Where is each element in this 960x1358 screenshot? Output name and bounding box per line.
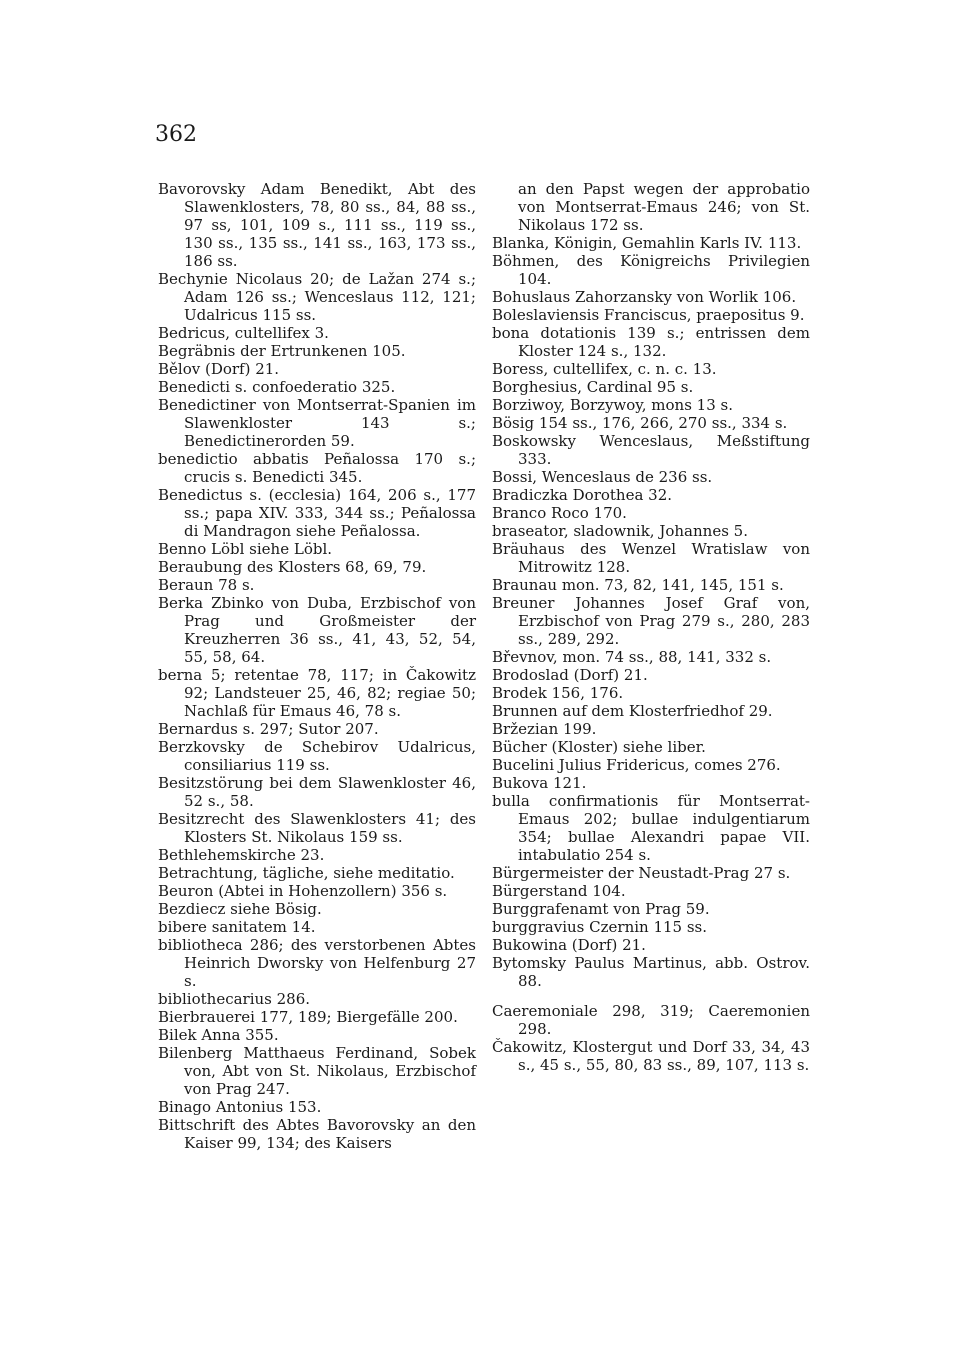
index-entry: Bytomsky Paulus Martinus, abb. Ostrov. 88. [492,954,810,990]
index-entry: Bücher (Kloster) siehe liber. [492,738,706,756]
index-entry: bibliotheca 286; des verstorbenen Abtes Heinrich Dworsky von Helfenburg 27 s. [158,936,476,990]
index-entry: Bethlehemskirche 23. [158,846,325,864]
index-entry: burggravius Czernin 115 ss. [492,918,708,936]
index-entry: Beraun 78 s. [158,576,255,594]
index-entry: Bukowina (Dorf) 21. [492,936,646,954]
index-entry: Brodek 156, 176. [492,684,624,702]
index-entry: Benno Löbl siehe Löbl. [158,540,333,558]
index-entry: Bierbrauerei 177, 189; Biergefälle 200. [158,1008,458,1026]
index-entry: Bösig 154 ss., 176, 266, 270 ss., 334 s. [492,414,788,432]
index-entry: Beraubung des Klosters 68, 69, 79. [158,558,427,576]
index-entry: Bezdiecz siehe Bösig. [158,900,322,918]
index-entry: Berka Zbinko von Duba, Erzbischof von Prag und Großmeister der Kreuzherren 36 ss., 41, 43, 52, 54, 55, 58, 64. [158,594,476,666]
index-entry: Boskowsky Wenceslaus, Meßstiftung 333. [492,432,810,468]
index-entry: Burggrafenamt von Prag 59. [492,900,710,918]
index-entry: bibere sanitatem 14. [158,918,316,936]
index-entry: Besitzrecht des Slawenklosters 41; des Klosters St. Nikolaus 159 ss. [158,810,476,846]
index-entry: Boleslaviensis Franciscus, praepositus 9. [492,306,805,324]
index-entry: Binago Antonius 153. [158,1098,322,1116]
index-entry: Bilek Anna 355. [158,1026,279,1044]
index-entry: braseator, sladownik, Johannes 5. [492,522,748,540]
index-entry: bona dotationis 139 s.; entrissen dem Kloster 124 s., 132. [492,324,810,360]
index-entry: Branco Roco 170. [492,504,627,522]
index-entry: Breuner Johannes Josef Graf von, Erzbischof von Prag 279 s., 280, 283 ss., 289, 292. [492,594,810,648]
index-entry: Benedicti s. confoederatio 325. [158,378,396,396]
index-entry: berna 5; retentae 78, 117; in Čakowitz 92; Landsteuer 25, 46, 82; regiae 50; Nachlaß für Emaus 46, 78 s. [158,666,476,720]
index-entry: Bossi, Wenceslaus de 236 ss. [492,468,713,486]
index-entry: Bavorovsky Adam Benedikt, Abt des Slawenklosters, 78, 80 ss., 84, 88 ss., 97 ss, 101, 109 s., 111 ss., 119 ss., 130 ss., 135 ss., 141 ss., 163, 173 ss., 186 ss. [158,180,476,270]
index-entry: Böhmen, des Königreichs Privilegien 104. [492,252,810,288]
index-entry: Bürgerstand 104. [492,882,626,900]
index-entry: Boress, cultellifex, c. n. c. 13. [492,360,717,378]
index-entry: Brunnen auf dem Klosterfriedhof 29. [492,702,773,720]
index-entry: Braunau mon. 73, 82, 141, 145, 151 s. [492,576,784,594]
index-entry: bibliothecarius 286. [158,990,311,1008]
index-entry: Čakowitz, Klostergut und Dorf 33, 34, 43 s., 45 s., 55, 80, 83 ss., 89, 107, 113 s. [492,1038,810,1074]
index-entry: Bürgermeister der Neustadt-Prag 27 s. [492,864,791,882]
page-number: 362 [155,122,197,147]
index-entry: an den Papst wegen der approbatio von Montserrat-Emaus 246; von St. Nikolaus 172 ss. [518,180,810,234]
index-entry: Bržezian 199. [492,720,597,738]
index-entry: bulla confirmationis für Montserrat-Emaus 202; bullae indulgentiarum 354; bullae Alexandri papae VII. intabulatio 254 s. [492,792,810,864]
index-entry: Bukova 121. [492,774,587,792]
index-column-right [492,180,810,1074]
index-entry: Berzkovsky de Schebirov Udalricus, consiliarius 119 ss. [158,738,476,774]
index-entry: Caeremoniale 298, 319; Caeremonien 298. [492,1002,810,1038]
index-entry: Begräbnis der Ertrunkenen 105. [158,342,406,360]
index-column-left [158,180,476,1152]
index-entry: Besitzstörung bei dem Slawenkloster 46, 52 s., 58. [158,774,476,810]
index-entry: Bělov (Dorf) 21. [158,360,280,378]
index-entry: Benedictiner von Montserrat-Spanien im Slawenkloster 143 s.; Benedictinerorden 59. [158,396,476,450]
index-entry: Brodoslad (Dorf) 21. [492,666,648,684]
index-entry: Bernardus s. 297; Sutor 207. [158,720,379,738]
index-entry: Bohuslaus Zahorzansky von Worlik 106. [492,288,797,306]
index-entry: benedictio abbatis Peñalossa 170 s.; crucis s. Benedicti 345. [158,450,476,486]
index-entry: Břevnov, mon. 74 ss., 88, 141, 332 s. [492,648,772,666]
index-entry: Borziwoy, Borzywoy, mons 13 s. [492,396,734,414]
index-entry: Bucelini Julius Fridericus, comes 276. [492,756,781,774]
index-entry: Borghesius, Cardinal 95 s. [492,378,694,396]
index-entry: Bradiczka Dorothea 32. [492,486,673,504]
index-entry: Bedricus, cultellifex 3. [158,324,329,342]
index-entry: Benedictus s. (ecclesia) 164, 206 s., 177 ss.; papa XIV. 333, 344 ss.; Peñalossa di Mandragon siehe Peñalossa. [158,486,476,540]
index-entry: Blanka, Königin, Gemahlin Karls IV. 113. [492,234,802,252]
index-entry: Betrachtung, tägliche, siehe meditatio. [158,864,455,882]
index-entry: Beuron (Abtei in Hohenzollern) 356 s. [158,882,448,900]
index-entry: Bilenberg Matthaeus Ferdinand, Sobek von, Abt von St. Nikolaus, Erzbischof von Prag 247. [158,1044,476,1098]
index-entry: Bechynie Nicolaus 20; de Lažan 274 s.; Adam 126 ss.; Wenceslaus 112, 121; Udalricus 115 ss. [158,270,476,324]
index-entry: Bittschrift des Abtes Bavorovsky an den Kaiser 99, 134; des Kaisers [158,1116,476,1152]
index-entry: Bräuhaus des Wenzel Wratislaw von Mitrowitz 128. [492,540,810,576]
